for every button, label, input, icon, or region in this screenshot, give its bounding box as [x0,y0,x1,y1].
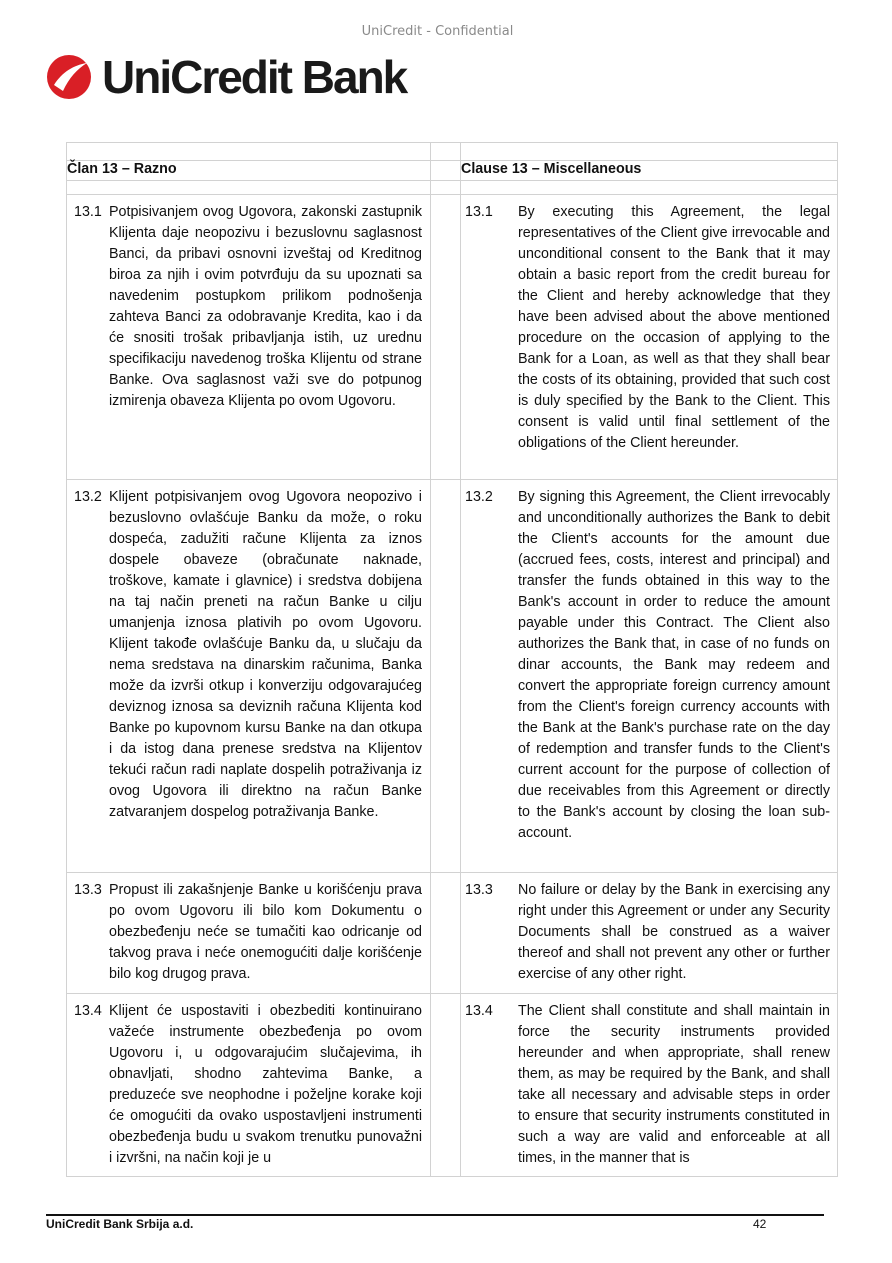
table-row [67,994,838,1177]
logo-text: UniCredit Bank [102,51,407,103]
clause-text: Propust ili zakašnjenje Banke u korišćenju prava po ovom Ugovoru ili bilo kom Dokumentu o obezbeđenju neće se tumačiti kao odricanje od takvog prava i neće onemogućiti dalje korišćenje bilo kog drugog prava. [109,882,422,982]
clause-english [461,873,837,985]
clause-number: 13.4 [465,1003,493,1019]
clause-text: Klijent potpisivanjem ovog Ugovora neopozivo i bezuslovno ovlašćuje Banku da može, o roku dospeća, zadužiti račune Klijenta za iznos dospele obaveze (obračunate naknade, troškove, kamate i glavnice) i sredstva dobijena na taj način preneti na račun Banke u cilju umanjenja iznosa plativih po ovom Ugovoru. Klijent takođe ovlašćuje Banku da, u slučaju da nema sredstava na dinarskim računima, Banka može da izvrši otkup i konverziju odgovarajućeg deviznog iznosa sa deviznih računa Klijenta kod Banke po kupovnom kursu Banke na dan otkupa i da istog dana prenese sredstva na Klijentov tekući račun radi naplate dospelih potraživanja iz ovog Ugovora ili direktno na račun Banke zatvaranjem dospelog potraživanja Banke. [109,489,422,820]
clause-serbian [67,994,430,1176]
page-number: 42 [753,1217,767,1231]
clause-text: By signing this Agreement, the Client irrevocably and unconditionally authorizes the Bank to debit the Client's accounts for the amount due (accrued fees, costs, interest and principal) and transfer the funds obtained in this way to the Bank's account in order to reduce the amount payable under this Contract. The Client also authorizes the Bank that, in case of no funds on dinar accounts, the Bank may redeem and convert the appropriate foreign currency amount from the Client's foreign currency accounts with the Bank at the Bank's purchase rate on the day of redemption and transfer funds to the Client's current account for the purpose of collection of due receivables from this Agreement or directly to the Bank's account by closing the loan sub-account. [518,489,830,841]
clause-number: 13.3 [74,882,102,898]
clause-number: 13.2 [74,489,102,505]
footer-divider [46,1214,824,1216]
clause-number: 13.1 [74,204,102,220]
clause-english [461,195,837,454]
table-row [67,873,838,994]
clause-serbian [67,480,430,831]
table-row [67,195,838,480]
clause-text: By executing this Agreement, the legal representatives of the Client give irrevocable and unconditional consent to the Bank that it may obtain a basic report from the credit bureau for the Client and hereby acknowledge that they have been advised about the above mentioned procedure on the occasion of applying to the Bank for a Loan, as well as that they shall bear the costs of its obtaining, provided that such cost is duly specified by the Bank to the Client. This consent is valid until final settlement of the obligations of the Client hereunder. [518,204,830,451]
left-section-title: Član 13 – Razno [67,161,431,181]
clause-serbian [67,195,430,420]
clause-number: 13.4 [74,1003,102,1019]
clause-number: 13.1 [465,204,493,220]
bilingual-clause-table [66,142,838,1177]
right-section-title: Clause 13 – Miscellaneous [461,161,838,181]
confidential-label: UniCredit - Confidential [361,24,514,39]
clause-text: Klijent će uspostaviti i obezbediti kontinuirano važeće instrumente obezbeđenja po ovom Ugovoru i, u odgovarajućim slučajevima, ih obnavljati, shodno zahtevima Banke, a preduzeće sve neophodne i poželjne korake koji će omogućiti da ovako uspostavljeni instrumenti obezbeđenja budu u svakom trenutku punovažni i izvršni, na način koji je u [109,1003,422,1166]
clause-text: Potpisivanjem ovog Ugovora, zakonski zastupnik Klijenta daje neopozivu i bezuslovnu saglasnost Banci, da pribavi osnovni izveštaj od Kreditnog biroa za njih i ovim potvrđuju da su upoznati sa navedenim postupkom prilikom podnošenja zahteva Banci za odobravanje Kredita, kao i da će snositi trošak pribavljanja istih, uz urednu specifikaciju navedenog troška Klijentu od strane Banke. Ova saglasnost važi sve do potpunog izmirenja obaveza Klijenta po ovom Ugovoru. [109,204,422,409]
clause-text: No failure or delay by the Bank in exercising any right under this Agreement or under any Security Documents shall be construed as a waiver thereof and shall not prevent any other or further exercise of any other right. [518,882,830,982]
clause-serbian [67,873,430,993]
clause-number: 13.2 [465,489,493,505]
clause-number: 13.3 [465,882,493,898]
clause-text: The Client shall constitute and shall maintain in force the security instruments provided hereunder and when appropriate, shall renew them, as may be required by the Bank, and shall take all necessary and advisable steps in order to ensure that security instruments constituted in such a way are valid and enforceable at all times, in the manner that is [518,1003,830,1166]
clause-english [461,994,837,1168]
unicredit-logo-icon [46,54,92,100]
table-row [67,480,838,873]
clause-english [461,480,837,844]
footer-company: UniCredit Bank Srbija a.d. [46,1217,194,1231]
